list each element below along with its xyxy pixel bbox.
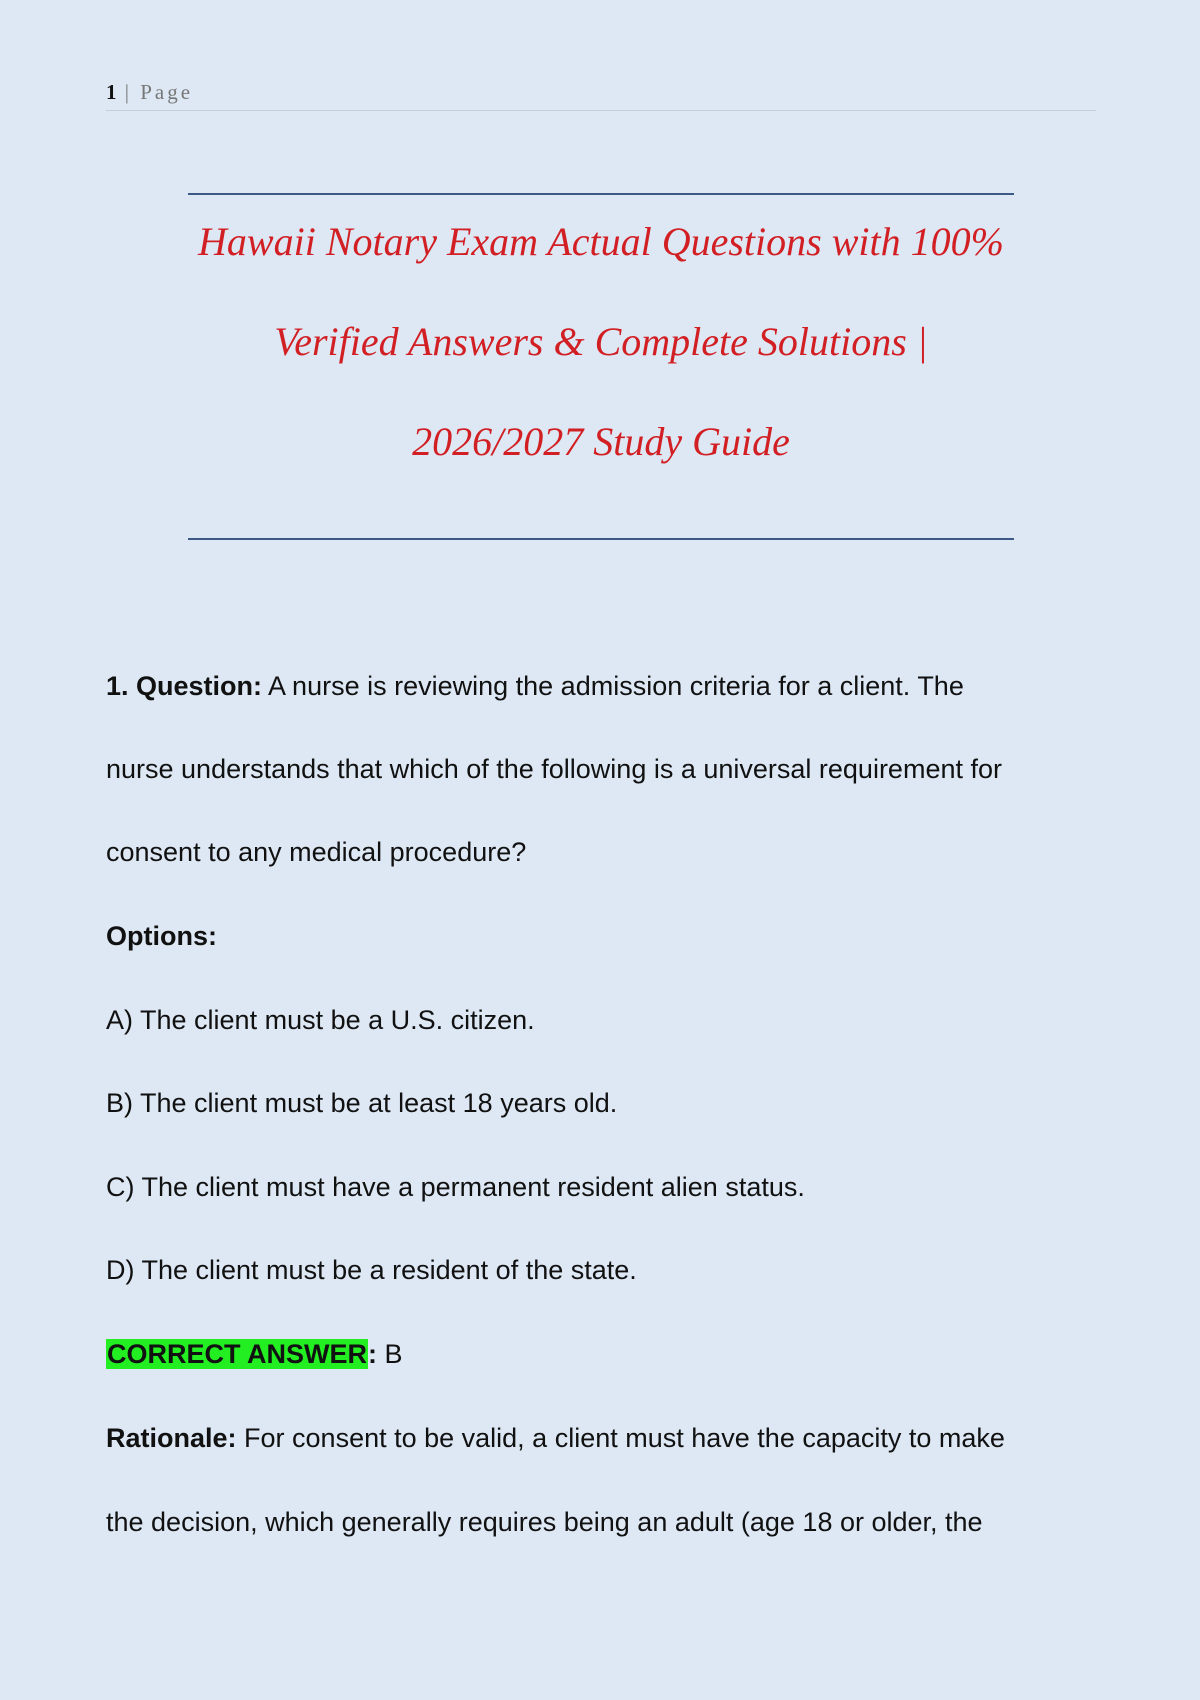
title-line-3: 2026/2027 Study Guide: [412, 419, 790, 464]
correct-answer-colon: :: [368, 1339, 377, 1369]
option-c: C) The client must have a permanent resident alien status.: [106, 1172, 805, 1202]
rationale-label: Rationale:: [106, 1423, 237, 1453]
title-rule-top: [188, 193, 1014, 195]
question-line-3: consent to any medical procedure?: [106, 837, 527, 867]
rationale-line-2: the decision, which generally requires being an adult (age 18 or older, the: [106, 1507, 983, 1537]
title-line-2: Verified Answers & Complete Solutions |: [274, 319, 928, 364]
title-rule-bottom: [188, 538, 1014, 540]
correct-answer-value: B: [377, 1339, 403, 1369]
page-separator: |: [116, 80, 141, 104]
page-number: 1: [106, 80, 117, 104]
correct-answer-label: CORRECT ANSWER: [107, 1339, 367, 1369]
rationale-line-1: [106, 1420, 1005, 1456]
question-line-1: [106, 668, 964, 704]
page-header: [106, 80, 1096, 111]
title-line-1: Hawaii Notary Exam Actual Questions with 100%: [198, 219, 1004, 264]
correct-answer-line: [106, 1336, 403, 1372]
question-line-2: nurse understands that which of the following is a universal requirement for: [106, 754, 1002, 784]
rationale-text-1: For consent to be valid, a client must have the capacity to make: [236, 1423, 1005, 1453]
option-d: D) The client must be a resident of the state.: [106, 1255, 637, 1285]
page-label: Page: [140, 80, 194, 104]
question-label: 1. Question:: [106, 671, 263, 701]
options-label: Options:: [106, 921, 217, 951]
option-b: B) The client must be at least 18 years old.: [106, 1088, 618, 1118]
question-text-1: A nurse is reviewing the admission criteria for a client. The: [262, 671, 964, 701]
option-a: A) The client must be a U.S. citizen.: [106, 1005, 535, 1035]
